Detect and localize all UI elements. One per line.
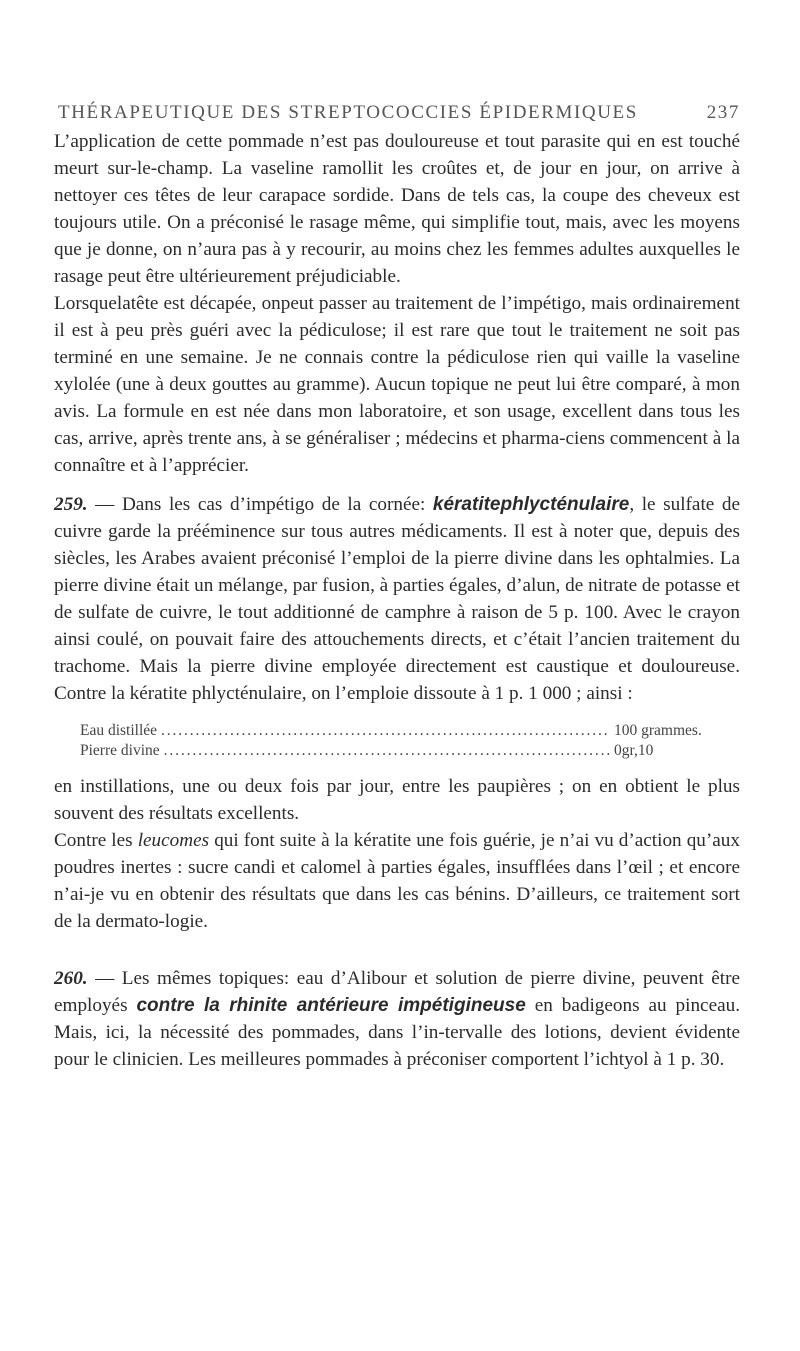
leader-dots [161, 721, 610, 741]
book-page [54, 102, 740, 1073]
formula-row [80, 741, 724, 761]
leader-dots [164, 741, 610, 761]
formula-row [80, 721, 724, 741]
paragraph-259-body: , le sulfate de cuivre garde la prééminence sur tous autres médicaments. Il est à noter que, depuis des siècles, les Arabes avaient préconisé l’emploi de la pierre divine dans les ophtalmies. La pierre divine était un mélange, par fusion, à parties égales, d’alun, de nitrate de potasse et de sulfate de cuivre, le tout additionné de camphre à raison de 5 p. 100. Avec le crayon ainsi coulé, on pouvait faire des attouchements directs, et c’était l’ancien traitement du trachome. Mais la pierre divine employée directement est caustique et douloureuse. Contre la kératite phlycténulaire, on l’emploie dissoute à 1 p. 1 000 ; ainsi : [54, 494, 740, 704]
paragraph-leucomes-body: qui font suite à la kératite une fois guérie, je n’ai vu d’action qu’aux poudres inertes : sucre candi et calomel à parties égales, insufflées dans l’œil ; et encore n’ai-je vu en obtenir des résultats que dans les cas bénins. D’ailleurs, ce traitement sort de la dermato-logie. [54, 830, 740, 932]
paragraph-260-body: en badigeons au pinceau. Mais, ici, la nécessité des pommades, dans l’in-tervalle des lotions, devient évidente pour le clinicien. Les meilleures pommades à préconiser comportent l’ichtyol à 1 p. 30. [54, 995, 740, 1070]
page-number: 237 [706, 102, 740, 123]
term-rhinite: contre la rhinite antérieure impétigineuse [136, 995, 526, 1016]
formula-block [80, 721, 740, 761]
paragraph-leucomes [54, 827, 740, 935]
paragraph-260 [54, 965, 740, 1073]
formula-quantity: 0gr,10 [614, 742, 654, 759]
formula-quantity: 100 grammes. [614, 722, 702, 739]
paragraph-259 [54, 491, 740, 707]
paragraph-pediculose: Lorsquelatête est décapée, onpeut passer au traitement de l’impétigo, mais ordinairement il est à peu près guéri avec la pédiculose; il est rare que tout le traitement ne soit pas terminé en une semaine. Je ne connais contre la pédiculose rien qui vaille la vaseline xylolée (une à deux gouttes au gramme). Aucun topique ne peut lui être comparé, à mon avis. La formule en est née dans mon laboratoire, et son usage, excellent dans tous les cas, arrive, après trente ans, à se généraliser ; médecins et pharma-ciens commencent à la connaître et à l’apprécier. [54, 293, 740, 476]
paragraph-leucomes-lead: Contre les [54, 830, 138, 851]
paragraph-259-lead: — Dans les cas d’impétigo de la cornée: [87, 494, 433, 515]
term-leucomes: leucomes [137, 830, 210, 851]
paragraph-260-lead: — Les mêmes topiques: eau d’Alibour et solution de pierre divine, peuvent être employés [54, 968, 740, 1016]
running-head-title: THÉRAPEUTIQUE DES STREPTOCOCCIES ÉPIDERMIQUES [58, 102, 638, 123]
section-number-259: 259. [54, 494, 88, 515]
term-keratite: kératitephlycténulaire [432, 494, 630, 515]
formula-ingredient: Eau distillée [80, 722, 158, 739]
paragraph-instillations: en instillations, une ou deux fois par jour, entre les paupières ; on en obtient le plus souvent des résultats excellents. [54, 776, 740, 824]
section-number-260: 260. [54, 968, 88, 989]
formula-ingredient: Pierre divine [80, 742, 160, 759]
paragraph-pommade-application: L’application de cette pommade n’est pas douloureuse et tout parasite qui en est touché meurt sur-le-champ. La vaseline ramollit les croûtes et, de jour en jour, on arrive à nettoyer ces têtes de leur carapace sordide. Dans de tels cas, la coupe des cheveux est toujours utile. On a préconisé le rasage même, qui simplifie tout, mais, avec les moyens que je donne, on n’aura pas à y recourir, au moins chez les femmes adultes auxquelles le rasage peut être ultérieurement préjudiciable. [54, 131, 740, 287]
running-head [54, 102, 740, 124]
